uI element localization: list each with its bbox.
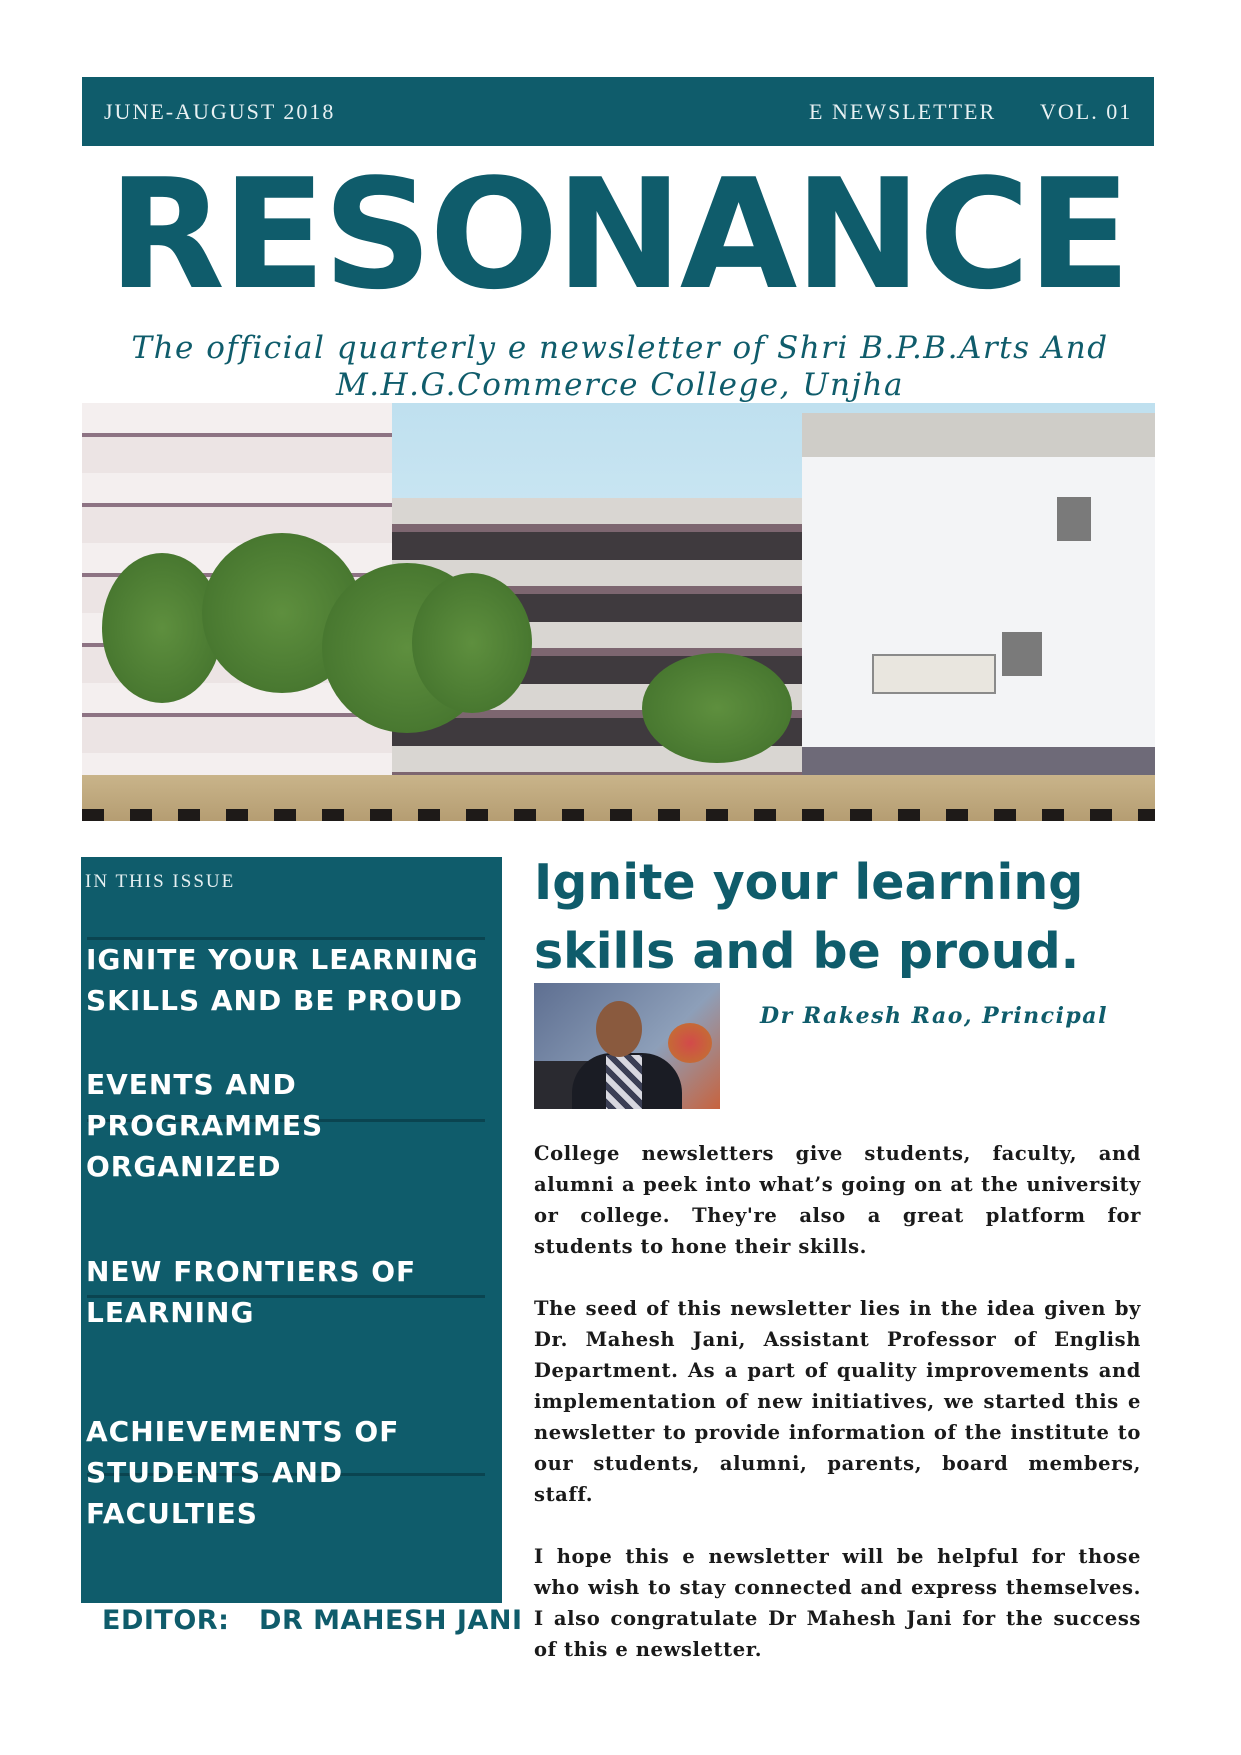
issue-date: JUNE-AUGUST 2018 — [104, 99, 336, 124]
building-right — [802, 413, 1155, 821]
article-headline: Ignite your learning skills and be proud. — [534, 854, 1084, 980]
article-paragraph: College newsletters give students, faculty, and alumni a peek into what’s going on at the university or college. They're also a great platform for students to hone their skills. — [534, 1142, 1141, 1258]
toc-item-achievements[interactable]: ACHIEVEMENTS OF STUDENTS AND FACULTIES — [86, 1415, 400, 1530]
article-paragraph: I hope this e newsletter will be helpful for those who wish to stay connected and express themselves. I also congratulate Dr Mahesh Jani for the success of this e newsletter. — [534, 1545, 1141, 1661]
tree — [642, 653, 792, 763]
college-campus-photo — [82, 403, 1155, 821]
newsletter-title: RESONANCE — [107, 146, 1128, 323]
toc-item-events[interactable]: EVENTS AND PROGRAMMES ORGANIZED — [86, 1068, 324, 1183]
issue-info-bar — [82, 77, 1154, 146]
tree — [412, 573, 532, 713]
toc-item-new-frontiers[interactable]: NEW FRONTIERS OF LEARNING — [86, 1255, 417, 1329]
principal-portrait-photo — [534, 983, 720, 1109]
article-byline: Dr Rakesh Rao, Principal — [760, 1003, 1108, 1029]
publication-type: E NEWSLETTER — [809, 99, 997, 124]
toc-item-ignite[interactable]: IGNITE YOUR LEARNING SKILLS AND BE PROUD — [86, 943, 479, 1017]
in-this-issue-heading: IN THIS ISSUE — [85, 871, 236, 892]
volume-number: VOL. 01 — [1040, 99, 1133, 124]
article-paragraph: The seed of this newsletter lies in the idea given by Dr. Mahesh Jani, Assistant Professor of English Department. As a part of quality improvements and implementation of new initiatives, we started this e newsletter to provide information of the institute to our students, alumni, parents, board members, staff. — [534, 1297, 1141, 1506]
editor-credit: EDITOR: DR MAHESH JANI — [102, 1605, 523, 1636]
subtitle-line-1: The official quarterly e newsletter of Shri B.P.B.Arts And — [131, 330, 1109, 366]
college-signboard — [872, 654, 996, 694]
students-crowd — [82, 809, 1155, 821]
article-body — [534, 1138, 1141, 1696]
subtitle-line-2: M.H.G.Commerce College, Unjha — [335, 367, 904, 403]
newsletter-subtitle — [110, 330, 1130, 404]
in-this-issue-panel — [81, 857, 502, 1603]
